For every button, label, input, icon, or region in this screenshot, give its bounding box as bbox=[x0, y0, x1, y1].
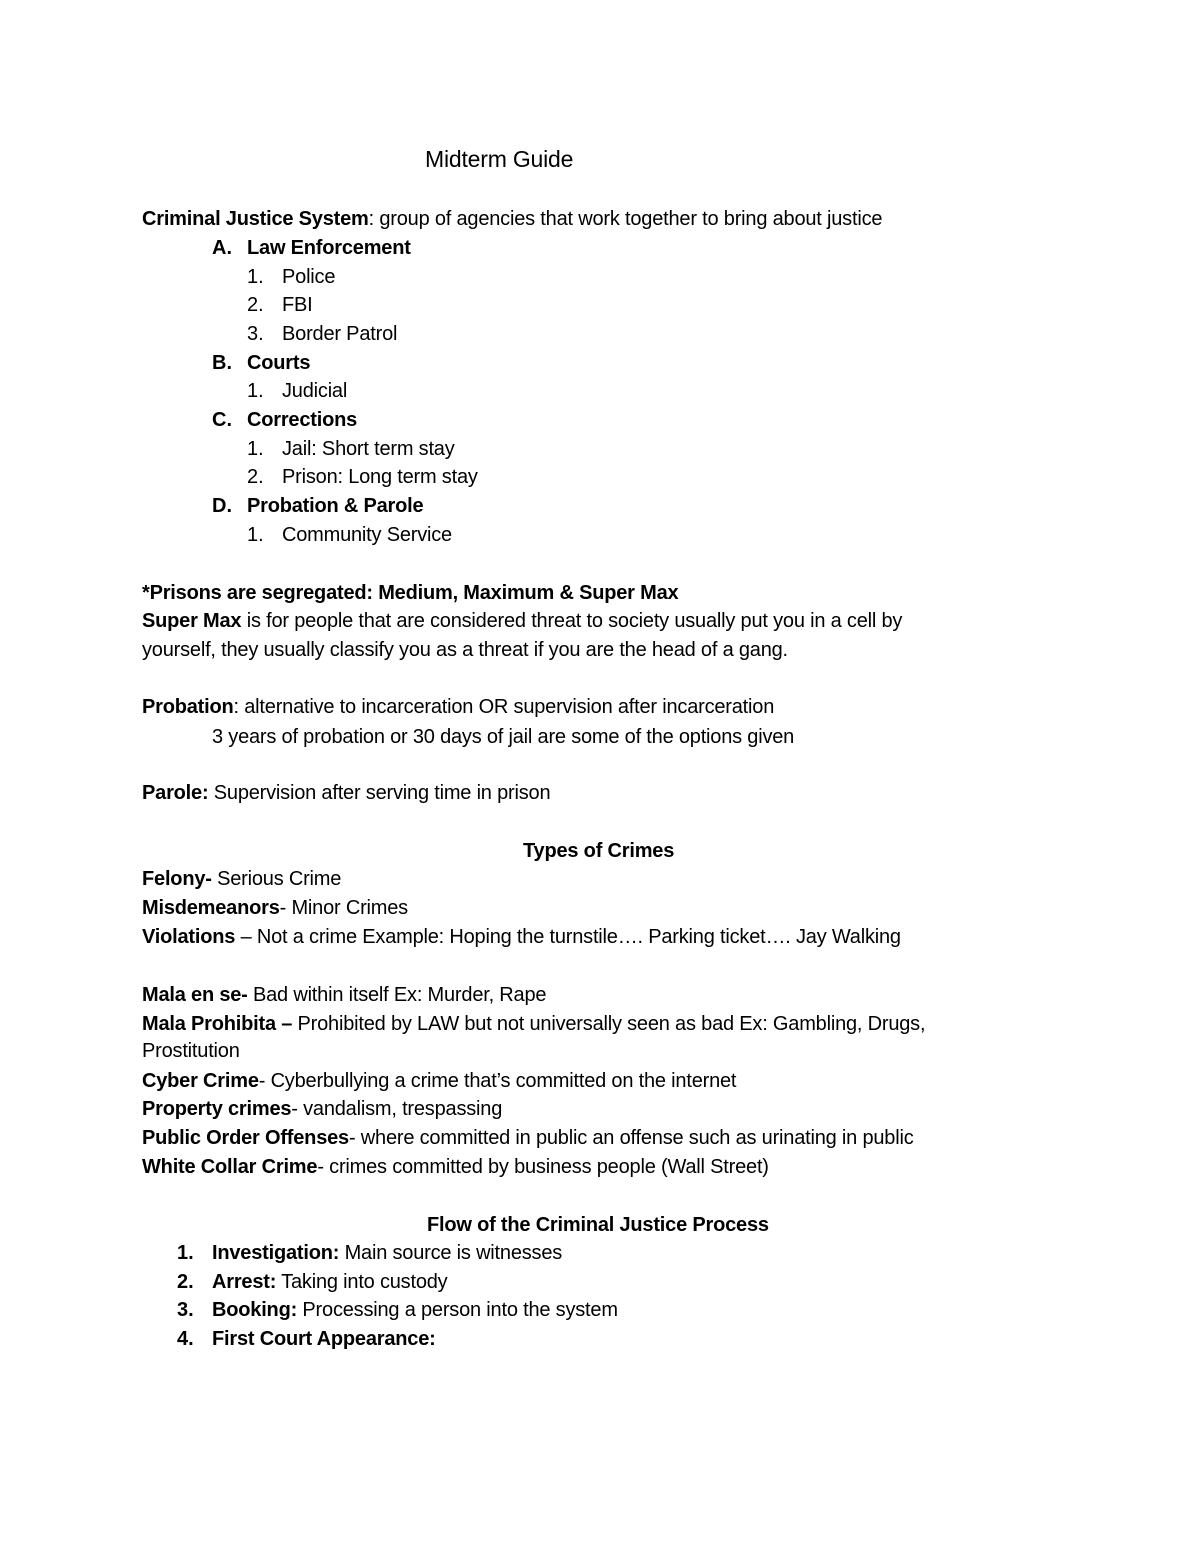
flow-step-first-court-appearance bbox=[212, 1326, 436, 1352]
crime-term: Felony- bbox=[142, 868, 212, 890]
crime-property bbox=[142, 1096, 502, 1122]
crime-term: Cyber Crime bbox=[142, 1070, 259, 1092]
item-marker: 3. bbox=[247, 323, 264, 345]
crime-desc: - Minor Crimes bbox=[279, 897, 408, 919]
item-fbi: FBI bbox=[282, 294, 313, 316]
crime-desc: Bad within itself Ex: Murder, Rape bbox=[247, 984, 547, 1006]
page-title: Midterm Guide bbox=[425, 146, 574, 172]
parole-term: Parole: bbox=[142, 782, 209, 804]
parole-line bbox=[142, 780, 550, 806]
flow-desc: Processing a person into the system bbox=[297, 1299, 618, 1321]
item-marker: 2. bbox=[247, 294, 264, 316]
item-community-service: Community Service bbox=[282, 524, 452, 546]
crime-violations bbox=[142, 924, 901, 950]
flow-term: First Court Appearance: bbox=[212, 1328, 436, 1350]
crime-term: Mala Prohibita – bbox=[142, 1013, 293, 1035]
probation-line bbox=[142, 694, 774, 720]
probation-term: Probation bbox=[142, 696, 234, 718]
flow-term: Investigation: bbox=[212, 1242, 340, 1264]
crime-term: Misdemeanors bbox=[142, 897, 280, 919]
flow-marker: 3. bbox=[177, 1299, 194, 1321]
cjs-term: Criminal Justice System bbox=[142, 208, 369, 230]
item-jail: Jail: Short term stay bbox=[282, 438, 455, 460]
crime-white-collar bbox=[142, 1154, 769, 1180]
item-marker: 1. bbox=[247, 266, 264, 288]
crime-desc: - Cyberbullying a crime that’s committed on the internet bbox=[258, 1070, 737, 1092]
flow-term: Booking: bbox=[212, 1299, 298, 1321]
section-corrections: Corrections bbox=[247, 409, 358, 431]
flow-term: Arrest: bbox=[212, 1271, 277, 1293]
flow-marker: 4. bbox=[177, 1328, 194, 1350]
crime-desc: - crimes committed by business people (Wall Street) bbox=[317, 1156, 769, 1178]
item-marker: 1. bbox=[247, 524, 264, 546]
section-probation-parole: Probation & Parole bbox=[247, 495, 424, 517]
section-marker: C. bbox=[212, 409, 232, 431]
flow-step-investigation bbox=[212, 1240, 562, 1266]
supermax-line-2: yourself, they usually classify you as a threat if you are the head of a gang. bbox=[142, 639, 788, 661]
crime-term: Public Order Offenses bbox=[142, 1127, 349, 1149]
cjs-definition-line bbox=[142, 206, 882, 232]
crime-desc: Serious Crime bbox=[211, 868, 342, 890]
crime-cyber bbox=[142, 1068, 736, 1094]
item-prison: Prison: Long term stay bbox=[282, 466, 478, 488]
supermax-term: Super Max bbox=[142, 610, 242, 632]
item-border-patrol: Border Patrol bbox=[282, 323, 398, 345]
section-courts: Courts bbox=[247, 352, 311, 374]
section-marker: B. bbox=[212, 352, 232, 374]
crime-term: White Collar Crime bbox=[142, 1156, 318, 1178]
item-marker: 2. bbox=[247, 466, 264, 488]
item-police: Police bbox=[282, 266, 336, 288]
crime-term: Property crimes bbox=[142, 1098, 292, 1120]
item-marker: 1. bbox=[247, 438, 264, 460]
crime-public-order bbox=[142, 1125, 914, 1151]
probation-example: 3 years of probation or 30 days of jail are some of the options given bbox=[212, 726, 795, 748]
flow-desc: Main source is witnesses bbox=[339, 1242, 563, 1264]
crime-misdemeanors bbox=[142, 895, 408, 921]
flow-desc: Taking into custody bbox=[276, 1271, 448, 1293]
flow-step-arrest bbox=[212, 1269, 447, 1295]
crime-desc: – Not a crime Example: Hoping the turnstile…. Parking ticket…. Jay Walking bbox=[235, 926, 901, 948]
probation-definition: : alternative to incarceration OR supervision after incarceration bbox=[233, 696, 775, 718]
section-marker: D. bbox=[212, 495, 232, 517]
section-marker: A. bbox=[212, 237, 232, 259]
flow-marker: 2. bbox=[177, 1271, 194, 1293]
prisons-note: *Prisons are segregated: Medium, Maximum & Super Max bbox=[142, 582, 679, 604]
cjs-definition: : group of agencies that work together to bring about justice bbox=[368, 208, 883, 230]
crime-mala-en-se bbox=[142, 982, 546, 1008]
crime-desc: - where committed in public an offense such as urinating in public bbox=[348, 1127, 914, 1149]
section-law-enforcement: Law Enforcement bbox=[247, 237, 411, 259]
item-marker: 1. bbox=[247, 380, 264, 402]
crime-felony bbox=[142, 866, 341, 892]
crime-term: Violations bbox=[142, 926, 236, 948]
types-heading: Types of Crimes bbox=[523, 840, 675, 862]
crime-mala-prohibita bbox=[142, 1011, 925, 1037]
crime-mala-prohibita-cont: Prostitution bbox=[142, 1040, 240, 1062]
crime-term: Mala en se- bbox=[142, 984, 248, 1006]
crime-desc: Prohibited by LAW but not universally seen as bad Ex: Gambling, Drugs, bbox=[292, 1013, 926, 1035]
supermax-desc: is for people that are considered threat to society usually put you in a cell by bbox=[241, 610, 903, 632]
flow-step-booking bbox=[212, 1297, 618, 1323]
flow-marker: 1. bbox=[177, 1242, 194, 1264]
parole-definition: Supervision after serving time in prison bbox=[208, 782, 551, 804]
flow-heading: Flow of the Criminal Justice Process bbox=[427, 1214, 769, 1236]
supermax-line-1 bbox=[142, 608, 902, 634]
item-judicial: Judicial bbox=[282, 380, 348, 402]
crime-desc: - vandalism, trespassing bbox=[291, 1098, 503, 1120]
